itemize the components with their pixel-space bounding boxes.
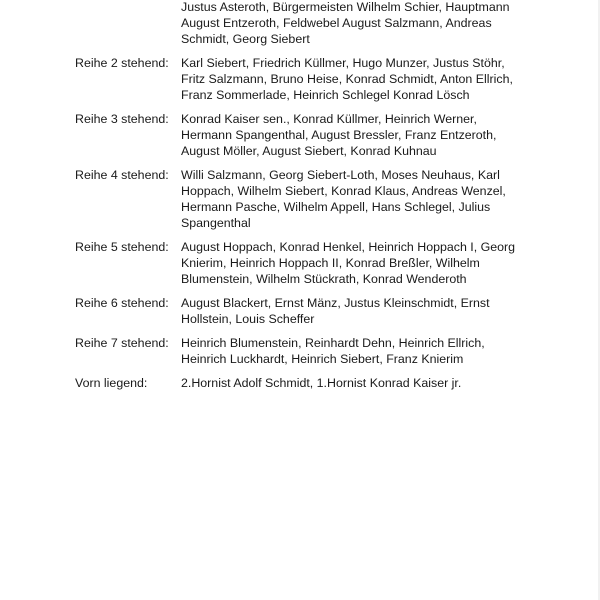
row-names: August Hoppach, Konrad Henkel, Heinrich Hoppach I, Georg Knierim, Heinrich Hoppach II, Konrad Breßler, Wilhelm Blumenstein, Wilhelm Stückrath, Konrad Wenderoth bbox=[181, 240, 516, 286]
row-5 bbox=[0, 239, 600, 287]
row-label: Reihe 2 stehend: bbox=[75, 56, 169, 70]
row-7 bbox=[0, 335, 600, 367]
row-label: Reihe 6 stehend: bbox=[75, 296, 169, 310]
row-names: Heinrich Blumenstein, Reinhardt Dehn, Heinrich Ellrich, Heinrich Luckhardt, Heinrich Siebert, Franz Knierim bbox=[181, 336, 485, 366]
row-label: Reihe 5 stehend: bbox=[75, 240, 169, 254]
row-6 bbox=[0, 295, 600, 327]
row-front bbox=[0, 375, 600, 391]
row-names: August Blackert, Ernst Mänz, Justus Kleinschmidt, Ernst Hollstein, Louis Scheffer bbox=[181, 296, 490, 326]
row-names: Konrad Kaiser sen., Konrad Küllmer, Heinrich Werner, Hermann Spangenthal, August Bressler, Franz Entzeroth, August Möller, August Siebert, Konrad Kuhnau bbox=[181, 112, 497, 158]
row-label: Vorn liegend: bbox=[75, 376, 148, 390]
row-3 bbox=[0, 111, 600, 159]
row-4 bbox=[0, 167, 600, 231]
row-label: Reihe 3 stehend: bbox=[75, 112, 169, 126]
row-label: Reihe 7 stehend: bbox=[75, 336, 169, 350]
row-1-continued bbox=[0, 0, 600, 47]
row-names: Karl Siebert, Friedrich Küllmer, Hugo Munzer, Justus Stöhr, Fritz Salzmann, Bruno Heise, Konrad Schmidt, Anton Ellrich, Franz Sommerlade, Heinrich Schlegel Konrad Lösch bbox=[181, 56, 513, 102]
row-2 bbox=[0, 55, 600, 103]
row-label bbox=[75, 0, 181, 47]
row-names: 2.Hornist Adolf Schmidt, 1.Hornist Konrad Kaiser jr. bbox=[181, 376, 462, 390]
row-label: Reihe 4 stehend: bbox=[75, 168, 169, 182]
row-names: Justus Asteroth, Bürgermeisten Wilhelm Schier, Hauptmann August Entzeroth, Feldwebel August Salzmann, Andreas Schmidt, Georg Siebert bbox=[181, 0, 510, 46]
row-names: Willi Salzmann, Georg Siebert-Loth, Moses Neuhaus, Karl Hoppach, Wilhelm Siebert, Konrad Klaus, Andreas Wenzel, Hermann Pasche, Wilhelm Appell, Hans Schlegel, Julius Spangenthal bbox=[181, 168, 506, 230]
